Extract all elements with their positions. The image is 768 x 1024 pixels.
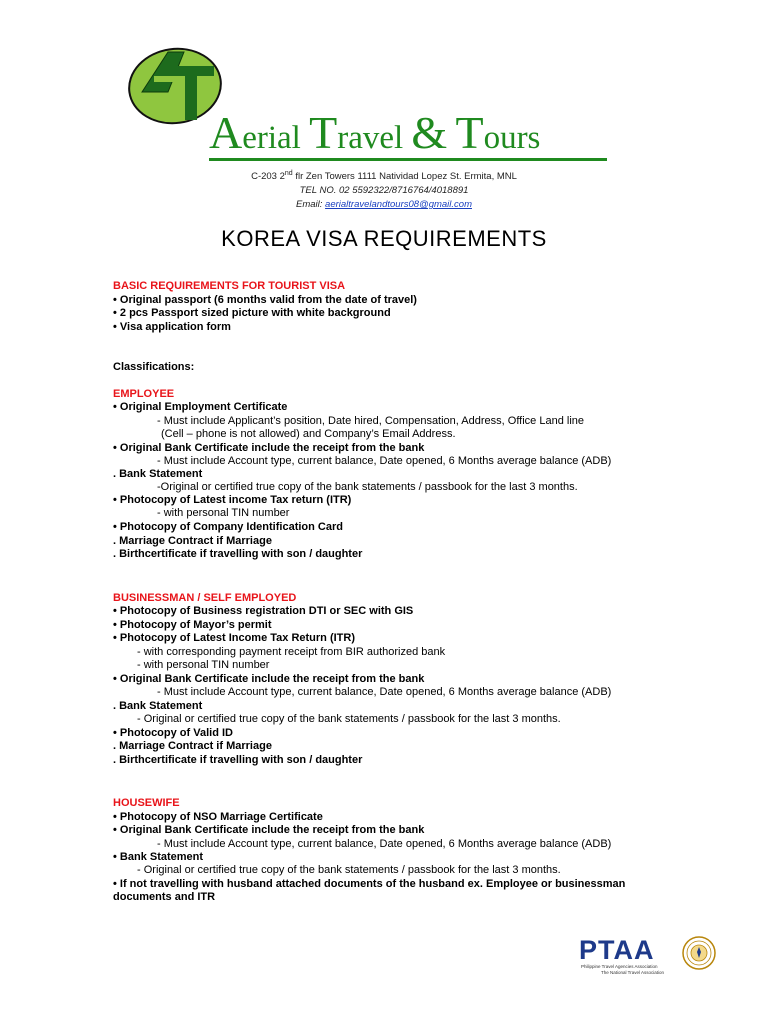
brand-underline [209, 158, 607, 161]
brand-letter-t1: T [309, 107, 338, 158]
requirement-item: • 2 pcs Passport sized picture with white background [113, 307, 391, 319]
contact-phone: TEL NO. 02 5592322/8716764/4018891 [299, 185, 469, 196]
requirement-item: • Original Bank Certificate include the receipt from the bank [113, 442, 425, 454]
email-link[interactable]: aerialtravelandtours08@gmail.com [325, 199, 472, 210]
requirement-item: • Photocopy of Valid ID [113, 727, 233, 739]
contact-email [0, 199, 768, 210]
department-seal-icon [682, 936, 716, 970]
section-heading: EMPLOYEE [113, 388, 175, 400]
address-part: flr Zen Towers 1111 Natividad Lopez St. Ermita, MNL [292, 171, 517, 182]
requirement-item: • Photocopy of Company Identification Card [113, 521, 343, 533]
requirement-item: . Bank Statement [113, 700, 203, 712]
requirement-item: . Birthcertificate if travelling with son / daughter [113, 548, 363, 560]
brand-letter-t2: T [455, 107, 484, 158]
requirement-item: • Bank Statement [113, 851, 204, 863]
requirement-detail: - Original or certified true copy of the bank statements / passbook for the last 3 months. [137, 713, 561, 725]
requirement-item: • Photocopy of Business registration DTI or SEC with GIS [113, 605, 414, 617]
requirement-item: . Marriage Contract if Marriage [113, 740, 272, 752]
requirement-detail: - with personal TIN number [137, 659, 270, 671]
brand-title [209, 106, 540, 159]
address-sup: nd [284, 169, 293, 177]
brand-word-erial: erial [242, 120, 310, 156]
ptaa-subtitle: Philippine Travel Agencies Association [581, 964, 658, 969]
requirement-item: • Photocopy of Latest Income Tax Return (ITR) [113, 632, 355, 644]
requirement-detail: - with corresponding payment receipt from BIR authorized bank [137, 646, 446, 658]
requirement-item: documents and ITR [113, 891, 216, 903]
requirement-detail: - Must include Account type, current balance, Date opened, 6 Months average balance (ADB) [157, 455, 612, 467]
classifications-label: Classifications: [113, 361, 195, 373]
brand-word-ravel: ravel [337, 120, 412, 156]
requirement-detail: - Original or certified true copy of the bank statements / passbook for the last 3 months. [137, 864, 561, 876]
section-heading: BASIC REQUIREMENTS FOR TOURIST VISA [113, 280, 346, 292]
requirement-detail: - Must include Account type, current balance, Date opened, 6 Months average balance (ADB) [157, 838, 612, 850]
requirement-item: • Photocopy of Latest income Tax return (ITR) [113, 494, 352, 506]
requirement-item: • Original Employment Certificate [113, 401, 288, 413]
address-part: C-203 2 [251, 171, 285, 182]
requirement-item: • Original passport (6 months valid from the date of travel) [113, 294, 417, 306]
requirement-item: . Bank Statement [113, 468, 203, 480]
requirement-item: • Photocopy of NSO Marriage Certificate [113, 811, 323, 823]
requirement-item: • Original Bank Certificate include the receipt from the bank [113, 673, 425, 685]
requirement-item: . Marriage Contract if Marriage [113, 535, 272, 547]
requirement-detail: -Original or certified true copy of the bank statements / passbook for the last 3 months. [157, 481, 578, 493]
requirement-detail: (Cell – phone is not allowed) and Company’s Email Address. [161, 428, 456, 440]
requirement-detail: - Must include Account type, current balance, Date opened, 6 Months average balance (ADB) [157, 686, 612, 698]
requirement-item: • Original Bank Certificate include the receipt from the bank [113, 824, 425, 836]
requirement-item: . Birthcertificate if travelling with son / daughter [113, 754, 363, 766]
section-heading: BUSINESSMAN / SELF EMPLOYED [113, 592, 297, 604]
brand-header [0, 106, 768, 166]
brand-letter-a: A [209, 107, 243, 158]
brand-ampersand: & [411, 107, 448, 158]
ptaa-wordmark: PTAA [579, 935, 655, 965]
brand-word-ours: ours [483, 120, 541, 156]
page-title: KOREA VISA REQUIREMENTS [221, 226, 547, 251]
requirement-detail: - with personal TIN number [157, 507, 290, 519]
requirement-item: • If not travelling with husband attached documents of the husband ex. Employee or businessman [113, 878, 626, 890]
requirement-detail: - Must include Applicant’s position, Date hired, Compensation, Address, Office Land line [157, 415, 585, 427]
requirement-item: • Visa application form [113, 321, 231, 333]
section-heading: HOUSEWIFE [113, 797, 180, 809]
contact-address [0, 171, 768, 182]
email-label: Email: [296, 199, 326, 210]
requirement-item: • Photocopy of Mayor’s permit [113, 619, 272, 631]
ptaa-tagline: The National Travel Association [601, 970, 665, 975]
